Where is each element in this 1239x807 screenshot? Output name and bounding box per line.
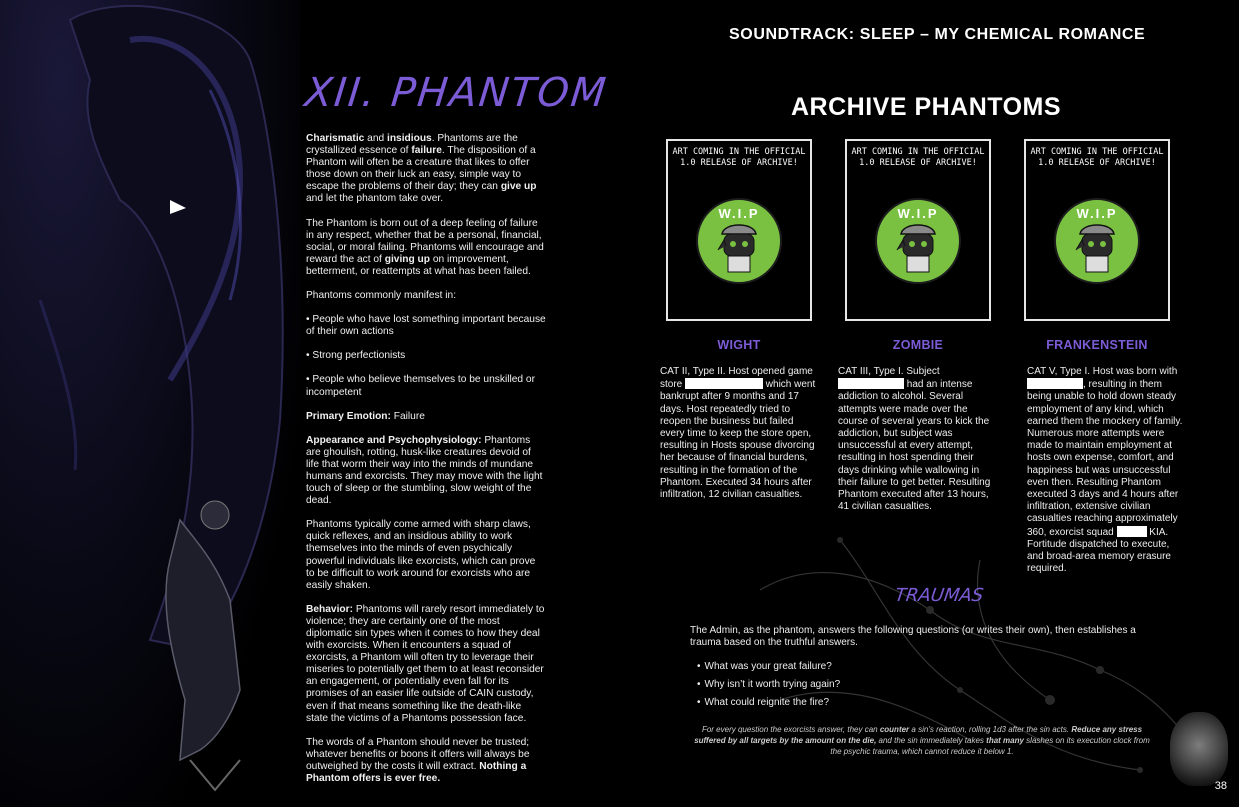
text-run: For every question the exorcists answer, they can <box>701 725 880 734</box>
phantom-desc-wight <box>660 366 818 501</box>
text-run: had an intense addiction to alcohol. Several attempts were made over the course of several years to kick the addiction, but subject was unsuccessful at every attempt, resulting in host spending their days drinking while wallowing in their failure to get better. Resulting Phantom executed after 13 hours, 41 civilian casualties. <box>838 379 991 513</box>
archive-card-wight <box>666 139 812 321</box>
text-run: and <box>364 133 387 144</box>
keyword: failure <box>411 145 442 157</box>
origin-paragraph <box>306 218 546 278</box>
redaction-block <box>1027 378 1083 389</box>
text-run: on improvement, betterment, or reattempts at what has been failed. <box>306 253 531 277</box>
soundtrack-heading: SOUNDTRACK: SLEEP – MY CHEMICAL ROMANCE <box>729 26 1146 43</box>
badge-text: W.I.P <box>897 206 939 221</box>
keyword: give up <box>500 181 537 193</box>
label: Behavior: <box>306 603 353 615</box>
text-run: slashes on its execution clock from the psychic trauma, which cannot reduce it below 1. <box>830 736 1150 756</box>
phantom-description <box>306 133 546 797</box>
primary-emotion <box>306 411 546 423</box>
trauma-question: • What was your great failure? <box>697 661 840 672</box>
redaction-block <box>838 378 904 389</box>
label: Appearance and Psychophysiology: <box>306 434 482 446</box>
keyword: insidious <box>387 133 432 144</box>
keyword: that many <box>986 736 1024 745</box>
text-run: . The disposition of a Phantom will often be a creature that likes to offer those down on their luck an easy, simple way to escape the problems of their day; they can <box>306 145 536 193</box>
traumas-title: TRAUMAS <box>893 585 985 606</box>
traumas-questions <box>697 661 840 715</box>
manifest-bullet: • People who believe themselves to be unskilled or incompetent <box>306 374 535 398</box>
text-run: and the sin immediately takes <box>876 736 987 745</box>
mascot-icon <box>698 200 780 282</box>
label: Primary Emotion: <box>306 410 391 422</box>
page-number: 38 <box>1214 780 1227 792</box>
text-run: which went bankrupt after 9 months and 17 days. Host repeatedly tried to reopen the business but failed every time to keep the store open, resulting in Hosts spouse divorcing her because of financial burdens, resulting in the formation of the Phantom. Executed 34 hours after infiltration, 12 civilian casualties. <box>660 379 816 501</box>
manifest-heading: Phantoms commonly manifest in: <box>306 290 457 302</box>
text-run: CAT V, Type I. Host was born with <box>1027 366 1178 377</box>
text-run: . Phantoms are the crystallized essence of <box>306 133 518 157</box>
card-caption: ART COMING IN THE OFFICIAL 1.0 RELEASE OF ARCHIVE! <box>851 147 985 168</box>
armed-paragraph: Phantoms typically come armed with sharp claws, quick reflexes, and an insidious ability to work themselves into the minds of even psychically powerful individuals like exorcists, which can prove to be difficult to work around for exorcists who are easily shaken. <box>306 519 536 591</box>
badge-text: W.I.P <box>718 206 760 221</box>
text-run: CAT III, Type I. Subject <box>838 366 940 377</box>
phantom-name-zombie: ZOMBIE <box>892 338 944 352</box>
card-caption: ART COMING IN THE OFFICIAL 1.0 RELEASE OF ARCHIVE! <box>1030 147 1164 168</box>
traumas-rule-note <box>688 724 1156 757</box>
text-run: KIA. Fortitude dispatched to execute, and broad-area memory erasure required. <box>1027 526 1171 575</box>
manifest-bullet: • People who have lost something important because of their own actions <box>306 314 546 338</box>
brain-scan-image <box>1170 712 1228 786</box>
intro-paragraph <box>306 133 546 206</box>
traumas-intro: The Admin, as the phantom, answers the following questions (or writes their own), then establishes a trauma based on the truthful answers. <box>690 625 1136 649</box>
value: Phantoms will rarely resort immediately to violence; they are certainly one of the most diplomatic sin types when it comes to how they deal with exorcists. When it encounters a squad of exorcists, a Phantom will often try to leverage their miseries to potentially get them to at least reconsider an engagement, or potentially even fall for its promises of an easier life outside of CAIN custody, even if that means something like the death-like state the victims of a Phantoms possession face. <box>306 603 545 724</box>
wip-badge-icon <box>875 198 961 284</box>
appearance-paragraph <box>306 435 546 508</box>
text-run: and let the phantom take over. <box>306 193 444 205</box>
phantom-desc-zombie <box>838 366 996 513</box>
redaction-block <box>685 378 763 389</box>
keyword: Charismatic <box>306 133 365 144</box>
mascot-icon <box>877 200 959 282</box>
archive-title: ARCHIVE PHANTOMS <box>791 93 1062 121</box>
text-run: The Phantom is born out of a deep feeling of failure in any respect, whether that be a personal, financial, social, or moral failing. Phantoms will encourage and reward the act of <box>306 217 544 265</box>
card-caption: ART COMING IN THE OFFICIAL 1.0 RELEASE OF ARCHIVE! <box>672 147 806 168</box>
archive-card-frankenstein <box>1024 139 1170 321</box>
phantom-illustration <box>0 0 300 807</box>
text-run: The words of a Phantom should never be trusted; whatever benefits or boons it offers will always be outweighed by the costs it will extract. <box>306 736 530 772</box>
text-run: CAT II, Type II. Host opened game store <box>660 366 813 391</box>
manifest-bullet: • Strong perfectionists <box>306 350 406 362</box>
phantom-figure-art <box>0 0 300 807</box>
text-run: , resulting in them being unable to hold down steady employment of any kind, which earned them the mockery of family. Numerous more attempts were made to maintain employment at hosts own expense, comfort, and happiness but was unsuccessful even then. Resulting Phantom executed 3 days and 4 hours after infiltration, extensive civilian casualties reaching approximately 360, exorcist squad <box>1027 379 1183 538</box>
phantom-name-frankenstein: FRANKENSTEIN <box>1046 338 1148 352</box>
mascot-icon <box>1056 200 1138 282</box>
keyword: giving up <box>384 253 430 265</box>
trauma-question: • What could reignite the fire? <box>697 697 840 708</box>
archive-card-zombie <box>845 139 991 321</box>
text-run: a sin’s reaction, rolling 1d3 after the sin acts. <box>909 725 1072 734</box>
behavior-paragraph <box>306 604 546 725</box>
trauma-question: • Why isn’t it worth trying again? <box>697 679 840 690</box>
value: Phantoms are ghoulish, rotting, husk-like creatures devoid of life that worm their way into the minds of mundane humans and exorcists. They may move with the light touch of sleep or the stumbling, slow weight of the dead. <box>306 434 543 507</box>
badge-text: W.I.P <box>1076 206 1118 221</box>
keyword: Reduce any stress suffered by all targets by the amount on the die, <box>694 725 1143 745</box>
keyword: counter <box>879 725 910 734</box>
wip-badge-icon <box>696 198 782 284</box>
wip-badge-icon <box>1054 198 1140 284</box>
value: Failure <box>390 410 425 422</box>
final-paragraph <box>306 737 546 785</box>
phantom-name-wight: WIGHT <box>717 338 761 352</box>
chapter-title: XII. PHANTOM <box>302 70 610 116</box>
keyword: Nothing a Phantom offers is ever free. <box>306 760 527 785</box>
